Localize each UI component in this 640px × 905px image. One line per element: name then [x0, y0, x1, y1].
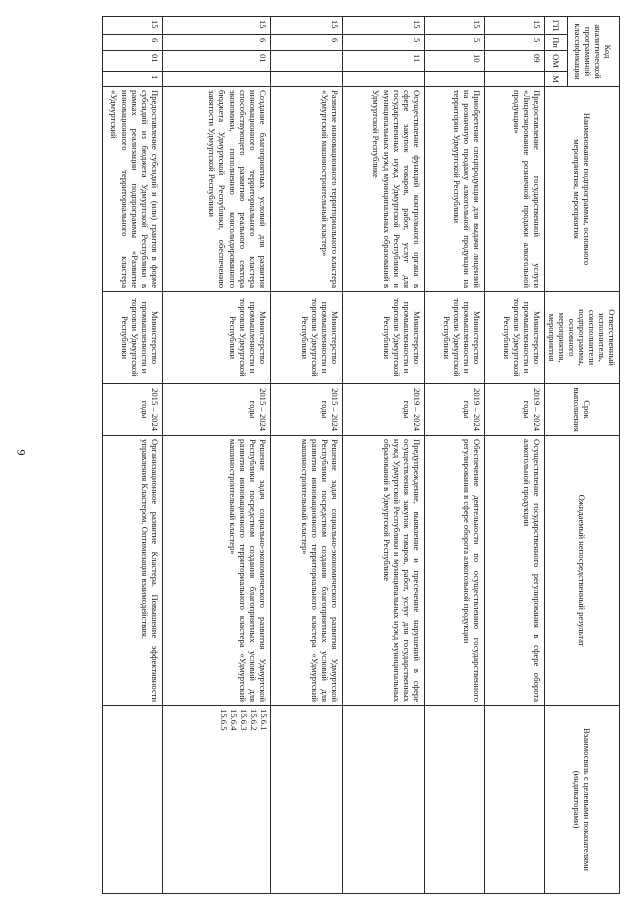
header-executor: Ответственный исполнитель, соисполнители подпрограммы, основного мероприятия, мероприятия: [544, 292, 619, 384]
cell-executor: Министерство промышленности и торговли Удмуртской Республики: [102, 292, 162, 384]
cell-gp: 15: [270, 17, 342, 35]
header-m: М: [544, 72, 567, 87]
cell-m: 1: [102, 72, 162, 87]
header-term: Срок выполнения: [544, 384, 619, 436]
cell-indicators: [342, 706, 424, 894]
cell-pp: 5: [484, 35, 544, 51]
indicator-code: 15.6.5: [219, 709, 230, 731]
cell-term: 2019 – 2024 годы: [342, 384, 424, 436]
program-table: [102, 16, 620, 894]
cell-term: 2019 – 2024 годы: [484, 384, 544, 436]
table-row: [342, 17, 424, 894]
cell-gp: 15: [424, 17, 484, 35]
cell-gp: 15: [484, 17, 544, 35]
rotated-table-wrapper: [110, 16, 620, 893]
cell-indicators: [102, 706, 162, 894]
header-link: Взаимосвязь с целевыми показателями (индикаторами): [544, 706, 619, 894]
cell-executor: Министерство промышленности и торговли Удмуртской Республики: [342, 292, 424, 384]
cell-pp: 6: [162, 35, 270, 51]
cell-name: Предоставление субсидий и (или) грантов в форме субсидий из бюджета Удмуртской Республики в рамках реализации подпрограммы «Развитие инновационного территориального кластера «Удмуртский: [102, 87, 162, 292]
cell-term: 2015 – 2024 годы: [270, 384, 342, 436]
cell-name: Осуществление функций контрольного органа в сфере закупок товаров, работ, услуг для государственных нужд Удмуртской Республики и муниципальных нужд муниципальных образований в Удмуртской Республике: [342, 87, 424, 292]
cell-pp: 6: [270, 35, 342, 51]
cell-result: Решение задач социально-экономического развития Удмуртской Республики посредством создания благоприятных условий для развития инновационного территориального кластера «Удмуртский машиностроительный кластер»: [162, 436, 270, 706]
indicator-code: 15.6.2: [248, 709, 259, 731]
cell-om: 01: [102, 51, 162, 72]
indicator-code: 15.6.4: [229, 709, 240, 731]
indicator-code: 15.6.1: [258, 709, 269, 731]
cell-om: 01: [162, 51, 270, 72]
cell-result: Организационное развитие Кластера. Повышение эффективности управления Кластером. Оптимизация взаимодействия.: [102, 436, 162, 706]
cell-name: Развитие инновационного территориального кластера «Удмуртский машиностроительный кластер»: [270, 87, 342, 292]
cell-executor: Министерство промышленности и торговли Удмуртской Республики: [484, 292, 544, 384]
cell-m: [484, 72, 544, 87]
cell-pp: 5: [424, 35, 484, 51]
header-result: Ожидаемый непосредственный результат: [544, 436, 619, 706]
cell-pp: 6: [102, 35, 162, 51]
cell-executor: Министерство промышленности и торговли Удмуртской Республики: [424, 292, 484, 384]
cell-indicators: [162, 706, 270, 894]
cell-pp: 5: [342, 35, 424, 51]
cell-gp: 15: [162, 17, 270, 35]
cell-om: 11: [342, 51, 424, 72]
cell-m: [342, 72, 424, 87]
cell-gp: 15: [342, 17, 424, 35]
cell-m: [424, 72, 484, 87]
table-row: [424, 17, 484, 894]
indicator-code: 15.6.3: [238, 709, 249, 731]
cell-term: 2015 – 2024 годы: [162, 384, 270, 436]
header-gp: ГП: [544, 17, 567, 35]
cell-m: [270, 72, 342, 87]
cell-executor: Министерство промышленности и торговли Удмуртской Республики: [270, 292, 342, 384]
cell-result: Осуществление государственного регулирования в сфере оборота алкогольной продукции: [484, 436, 544, 706]
table-row: [484, 17, 544, 894]
cell-result: Решение задач социально-экономического развития Удмуртской Республики посредством создания благоприятных условий для развития инновационного территориального кластера «Удмуртский машиностроительный кластер»: [270, 436, 342, 706]
header-code-group: Код аналитической программной классификации: [567, 17, 619, 87]
header-name: Наименование подпрограммы, основного мероприятия, мероприятия: [544, 87, 619, 292]
cell-name: Предоставление государственной услуги «Лицензирование розничной продажи алкогольной продукции»: [484, 87, 544, 292]
cell-result: Предупреждение, выявление и пресечение нарушений в сфере осуществления закупок товаров, работ, услуг для государственных нужд Удмуртской Республики и муниципальных нужд муниципальных образований в Удмуртской Республике: [342, 436, 424, 706]
header-om: ОМ: [544, 51, 567, 72]
cell-gp: 15: [102, 17, 162, 35]
header-pp: Пп: [544, 35, 567, 51]
cell-om: 09: [484, 51, 544, 72]
cell-indicators: [484, 706, 544, 894]
cell-name: Создание благоприятных условий для развития инновационного территориального кластера способствующего развитию реального сектора экономики, пополнению консолидированного бюджета Удмуртской Республики, обеспечению занятости Удмуртской Республики: [162, 87, 270, 292]
table-row: [162, 17, 270, 894]
page-number: 9: [14, 449, 29, 456]
cell-name: Приобретение спецпродукции для выдачи лицензий на розничную продажу алкогольной продукции на территории Удмуртской Республики: [424, 87, 484, 292]
cell-om: [270, 51, 342, 72]
table-row: [102, 17, 162, 894]
table-row: [270, 17, 342, 894]
cell-result: Обеспечение деятельности по осуществлению государственного регулирования в сфере оборота алкогольной продукции: [424, 436, 484, 706]
cell-term: 2019 – 2024 годы: [424, 384, 484, 436]
cell-indicators: [424, 706, 484, 894]
cell-term: 2015 – 2024 годы: [102, 384, 162, 436]
cell-om: 10: [424, 51, 484, 72]
cell-m: [162, 72, 270, 87]
cell-indicators: [270, 706, 342, 894]
cell-executor: Министерство промышленности и торговли Удмуртской Республики: [162, 292, 270, 384]
